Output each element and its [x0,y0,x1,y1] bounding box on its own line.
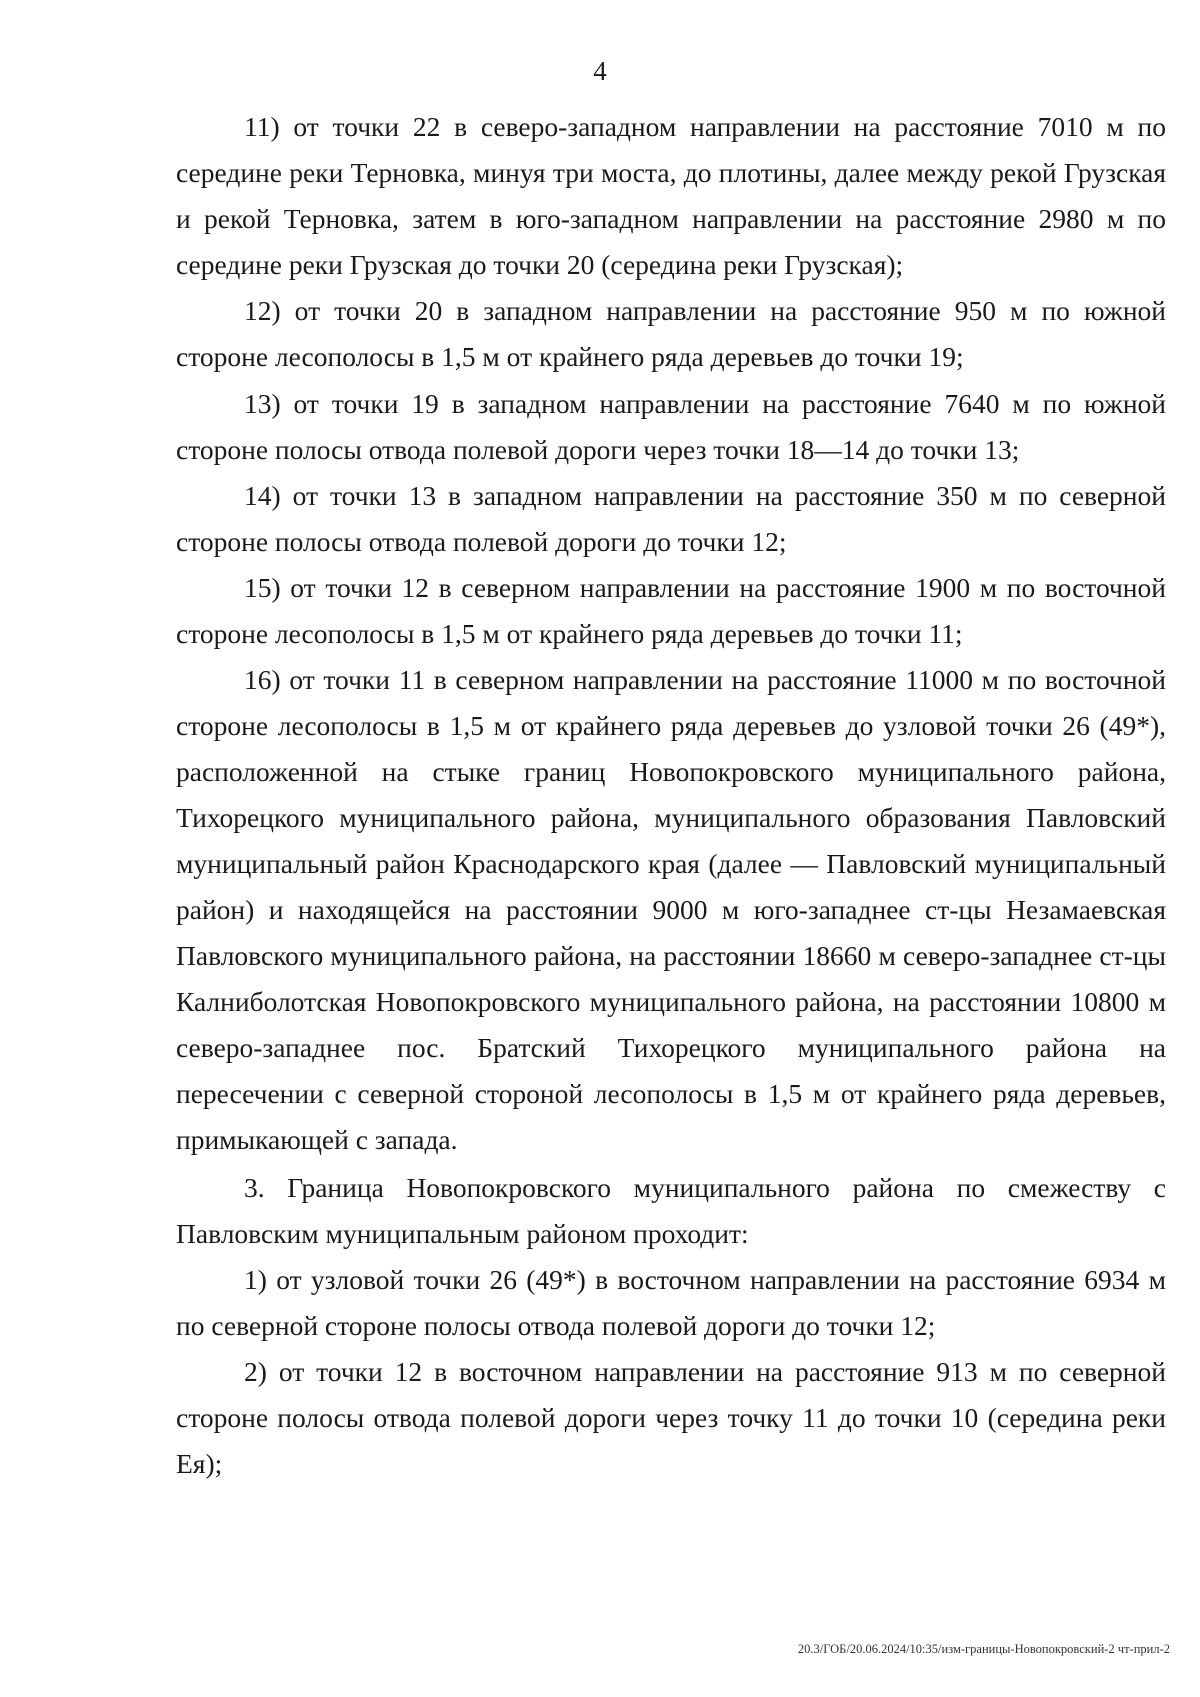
paragraph-section-3: 3. Граница Новопокровского муниципального района по смежеству с Павловским муниципальным районом проходит: [176,1172,1166,1249]
paragraph-item-15: 15) от точки 12 в северном направлении на расстояние 1900 м по восточной стороне лесополосы в 1,5 м от крайнего ряда деревьев до точки 11; [176,572,1166,649]
paragraph-item-13: 13) от точки 19 в западном направлении на расстояние 7640 м по южной стороне полосы отвода полевой дороги через точки 18—14 до точки 13; [176,388,1166,465]
paragraph-item-16: 16) от точки 11 в северном направлении на расстояние 11000 м по восточной стороне лесополосы в 1,5 м от крайнего ряда деревьев до узловой точки 26 (49*), расположенной на стыке границ Новопокровского муниципального района, Тихорецкого муниципального района, муниципального образования Павловский муниципальный район Краснодарского края (далее — Павловский муниципальный район) и находящейся на расстоянии 9000 м юго-западнее ст-цы Незамаевская Павловского муниципального района, на расстоянии 18660 м северо-западнее ст-цы Калниболотская Новопокровского муниципального района, на расстоянии 10800 м северо-западнее пос. Братский Тихорецкого муниципального района на пересечении с северной стороной лесополосы в 1,5 м от крайнего ряда деревьев, примыкающей с запада. [176,664,1166,1155]
paragraph-item-11: 11) от точки 22 в северо-западном направлении на расстояние 7010 м по середине реки Терновка, минуя три моста, до плотины, далее между рекой Грузская и рекой Терновка, затем в юго-западном направлении на расстояние 2980 м по середине реки Грузская до точки 20 (середина реки Грузская); [176,111,1166,280]
paragraph-section-3-item-1: 1) от узловой точки 26 (49*) в восточном направлении на расстояние 6934 м по северной стороне полосы отвода полевой дороги до точки 12; [176,1264,1166,1341]
document-body [176,104,1166,1487]
paragraph-item-12: 12) от точки 20 в западном направлении на расстояние 950 м по южной стороне лесополосы в 1,5 м от крайнего ряда деревьев до точки 19; [176,295,1166,372]
paragraph-section-3-item-2: 2) от точки 12 в восточном направлении на расстояние 913 м по северной стороне полосы отвода полевой дороги через точку 11 до точки 10 (середина реки Ея); [176,1356,1166,1479]
document-footer-code: 20.3/ГОБ/20.06.2024/10:35/изм-границы-Новопокровский-2 чт-прил-2 [797,1642,1170,1656]
page-number: 4 [593,56,607,86]
paragraph-item-14: 14) от точки 13 в западном направлении на расстояние 350 м по северной стороне полосы отвода полевой дороги до точки 12; [176,480,1166,557]
